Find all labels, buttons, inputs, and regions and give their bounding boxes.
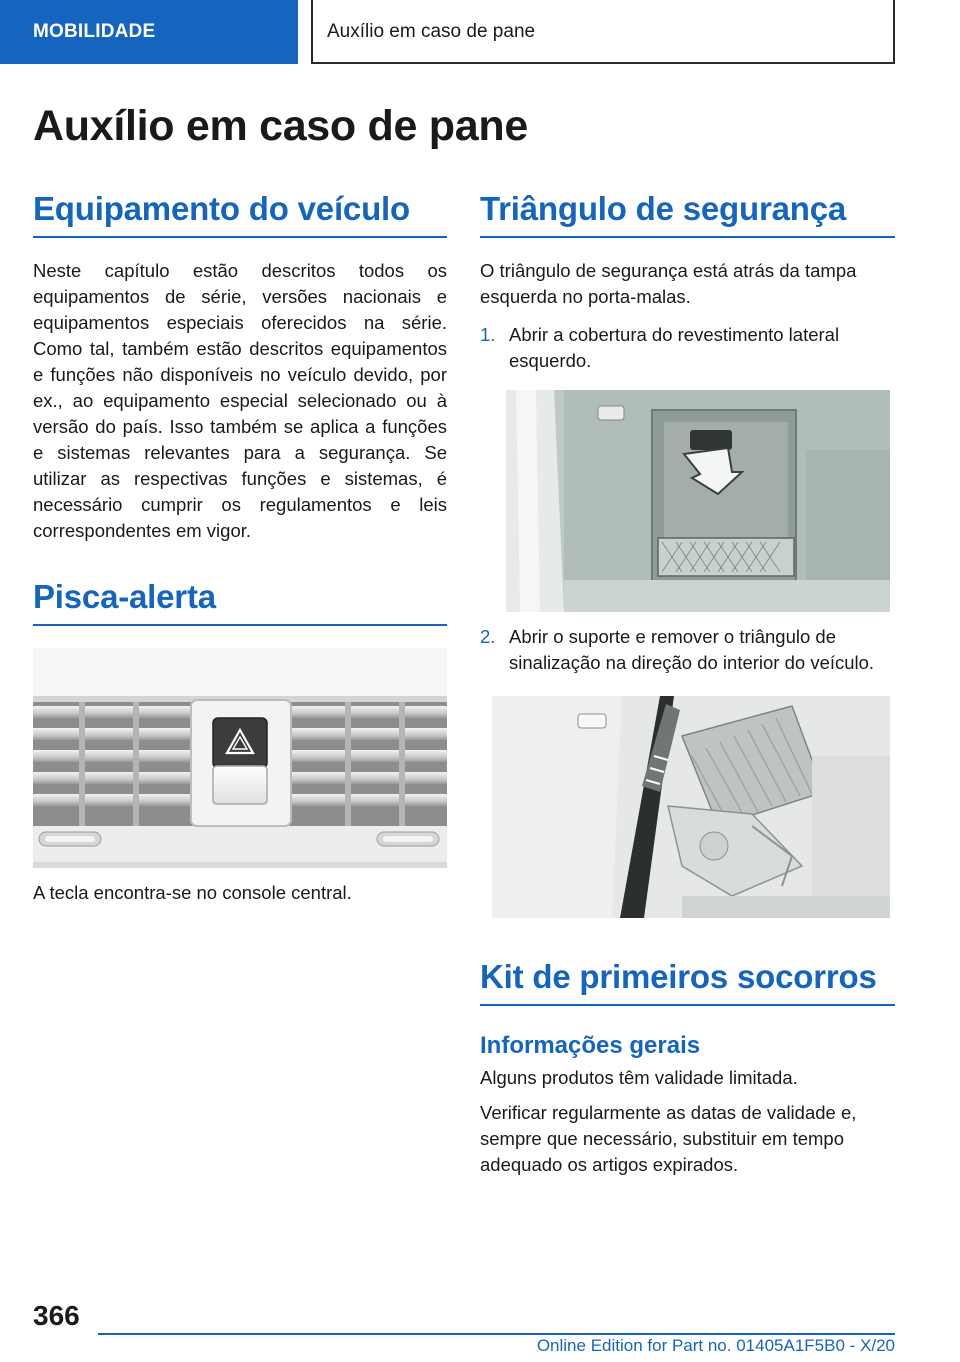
warning-triangle-steps-cont: [480, 624, 895, 676]
left-column: [33, 190, 447, 906]
trunk-cover-figure: [506, 390, 890, 612]
air-vent-illustration: [33, 648, 447, 868]
page-title: Auxílio em caso de pane: [33, 102, 528, 150]
heading-first-aid: Kit de primeiros socorros: [480, 958, 895, 1006]
trunk-side-panel-illustration: [506, 390, 890, 612]
step-1: [480, 322, 895, 374]
heading-hazard-lights: Pisca-alerta: [33, 578, 447, 626]
hazard-caption: A tecla encontra-se no console central.: [33, 881, 352, 903]
subheading-general-info: Informações gerais: [480, 1031, 701, 1059]
step-number: 2.: [480, 625, 496, 647]
warning-triangle-steps: [480, 322, 895, 374]
right-column: [480, 190, 895, 1178]
first-aid-para-1: Alguns produtos têm validade limitada.: [480, 1066, 798, 1088]
triangle-holder-figure: [492, 696, 890, 918]
heading-vehicle-equipment: Equipamento do veículo: [33, 190, 447, 238]
vehicle-equipment-text: Neste capítulo estão descritos todos os equipamentos de série, versões nacionais e equipamentos especiais oferecidos na série. Como tal, também estão descritos equipamentos e funções não disponíveis no veículo devido, por ex., ao equipamento especial selecionado ou à versão do país. Isso também se aplica a funções e sistemas relevantes para a segurança. Se utilizar as respectivas funções e sistemas, é necessário cumprir os regulamentos e leis correspondentes em vigor.: [33, 259, 447, 541]
step-number: 1.: [480, 323, 496, 345]
step-text: Abrir o suporte e remover o triângulo de sinalização na direção do interior do veículo.: [509, 625, 875, 673]
footer-divider: [98, 1333, 895, 1335]
edition-note: Online Edition for Part no. 01405A1F5B0 - X/20: [536, 1336, 895, 1355]
section-tab: MOBILIDADE: [0, 0, 298, 64]
warning-triangle-intro: O triângulo de segurança está atrás da tampa esquerda no porta-malas.: [480, 259, 857, 307]
chapter-header: Auxílio em caso de pane: [311, 0, 895, 64]
step-text: Abrir a cobertura do revestimento lateral esquerdo.: [509, 323, 840, 371]
heading-warning-triangle: Triângulo de segurança: [480, 190, 895, 238]
first-aid-para-2: Verificar regularmente as datas de validade e, sempre que necessário, substituir em tempo adequado os artigos expirados.: [480, 1101, 857, 1175]
step-2: [480, 624, 895, 676]
triangle-holder-illustration: [492, 696, 890, 918]
page-number: 366: [33, 1300, 80, 1331]
hazard-button-figure: [33, 648, 447, 868]
